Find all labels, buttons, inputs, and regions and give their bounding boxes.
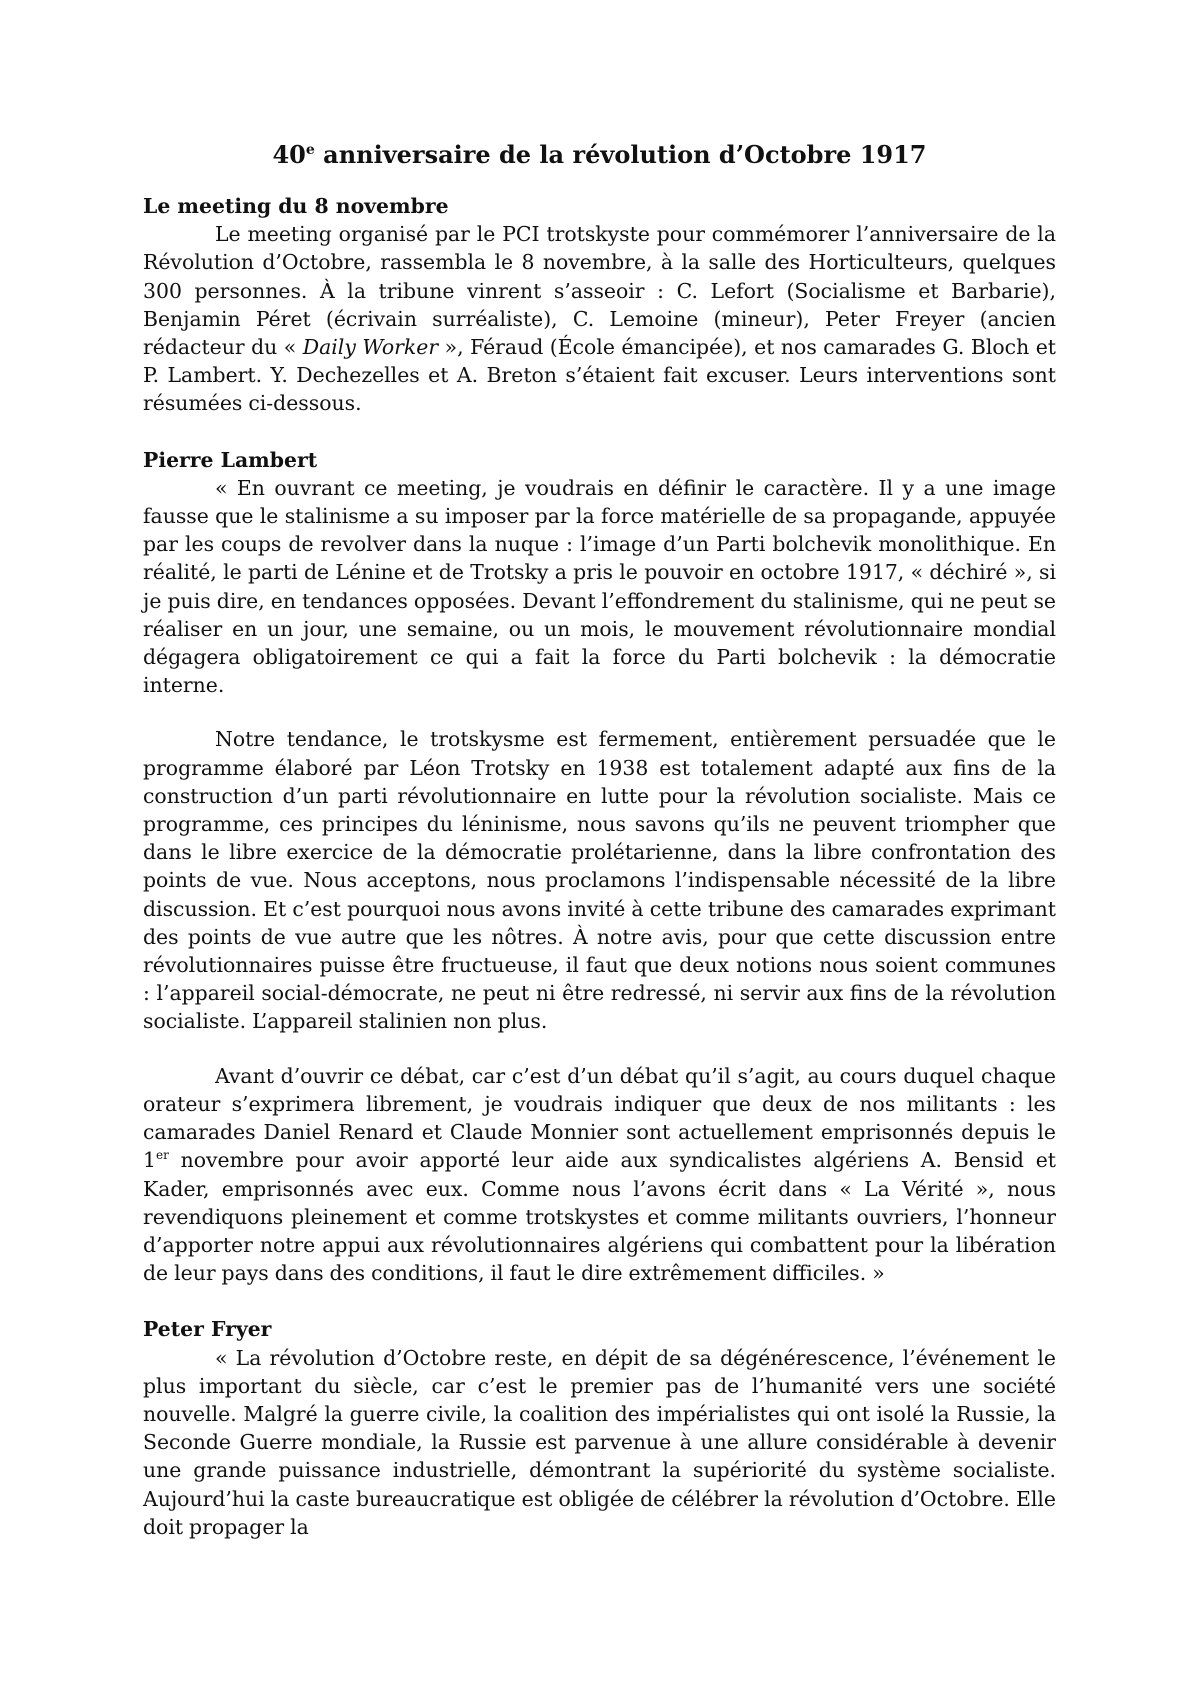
section-pierre-lambert xyxy=(143,446,1056,1288)
paragraph-text: Le meeting organisé par le PCI trotskyste pour commémorer l’anniversaire de la Révolution d’Octobre, rassembla le 8 novembre, à la salle des Horticulteurs, quelques 300 personnes. À la tribune vinrent s’asseoir : C. Lefort (Socialisme et Barbarie), Benjamin Péret (écrivain surréaliste), C. Lemoine (mineur), Peter Freyer (ancien rédacteur du « xyxy=(143,222,1056,360)
section-meeting xyxy=(143,192,1056,418)
ordinal-superscript: er xyxy=(155,1148,169,1163)
page-title xyxy=(143,140,1056,170)
paragraph-text: novembre pour avoir apporté leur aide aux syndicalistes algériens A. Bensid et Kader, emprisonnés avec eux. Comme nous l’avons écrit dans « La Vérité », nous revendiquons pleinement et comme trotskystes et comme militants ouvriers, l’honneur d’apporter notre appui aux révolutionnaires algériens qui combattent pour la libération de leur pays dans des conditions, il faut le dire extrêmement difficiles. » xyxy=(143,1148,1056,1286)
paragraph-text: », Féraud (École émancipée), et nos camarades G. Bloch et P. Lambert. Y. Dechezelles et A. Breton s’étaient fait excuser. Leurs interventions sont résumées ci-dessous. xyxy=(143,335,1056,416)
spacer xyxy=(143,418,1056,446)
section-heading: Pierre Lambert xyxy=(143,447,318,472)
paragraph: « En ouvrant ce meeting, je voudrais en définir le caractère. Il y a une image fausse que le stalinisme a su imposer par la force matérielle de sa propagande, appuyée par les coups de revolver dans la nuque : l’image d’un Parti bolchevik monolithique. En réalité, le parti de Lénine et de Trotsky a pris le pouvoir en octobre 1917, « déchiré », si je puis dire, en tendances opposées. Devant l’effondrement du stalinisme, qui ne peut se réaliser en un jour, une semaine, ou un mois, le mouvement révolutionnaire mondial dégagera obligatoirement ce qui a fait la force du Parti bolchevik : la démocratie interne. xyxy=(143,475,1056,698)
spacer xyxy=(143,699,1056,725)
title-superscript: e xyxy=(305,142,315,158)
paragraph xyxy=(143,220,1056,417)
title-text: anniversaire de la révolution d’Octobre 1917 xyxy=(314,140,927,169)
newspaper-title: Daily Worker xyxy=(302,335,439,360)
spacer xyxy=(143,1287,1056,1315)
section-heading: Le meeting du 8 novembre xyxy=(143,194,449,218)
spacer xyxy=(143,1036,1056,1062)
section-peter-fryer xyxy=(143,1315,1056,1541)
paragraph xyxy=(143,1062,1056,1288)
paragraph: Notre tendance, le trotskysme est fermement, entièrement persuadée que le programme élaboré par Léon Trotsky en 1938 est totalement adapté aux fins de la construction d’un parti révolutionnaire en lutte pour la révolution socialiste. Mais ce programme, ces principes du léninisme, nous savons qu’ils ne peuvent triompher que dans le libre exercice de la démocratie prolétarienne, dans la libre confrontation des points de vue. Nous acceptons, nous proclamons l’indispensable nécessité de la libre discussion. Et c’est pourquoi nous avons invité à cette tribune des camarades exprimant des points de vue autre que les nôtres. À notre avis, pour que cette discussion entre révolutionnaires puisse être fructueuse, il faut que deux notions nous soient communes : l’appareil social-démocrate, ne peut ni être redressé, ni servir aux fins de la révolution socialiste. L’appareil stalinien non plus. xyxy=(143,727,1056,1034)
paragraph: « La révolution d’Octobre reste, en dépit de sa dégénérescence, l’événement le plus important du siècle, car c’est le premier pas de l’humanité vers une société nouvelle. Malgré la guerre civile, la coalition des impérialistes qui ont isolé la Russie, la Seconde Guerre mondiale, la Russie est parvenue à une allure considérable à devenir une grande puissance industrielle, démontrant la supériorité du système socialiste. Aujourd’hui la caste bureaucratique est obligée de célébrer la révolution d’Octobre. Elle doit propager la xyxy=(143,1345,1056,1539)
title-number: 40 xyxy=(272,140,306,169)
paragraph-text: Avant d’ouvrir ce débat, car c’est d’un débat qu’il s’agit, au cours duquel chaque orateur s’exprimera librement, je voudrais indiquer que deux de nos militants : les camarades Daniel Renard et Claude Monnier sont actuellement emprisonnés depuis le 1 xyxy=(143,1063,1056,1173)
section-heading: Peter Fryer xyxy=(143,1317,272,1342)
